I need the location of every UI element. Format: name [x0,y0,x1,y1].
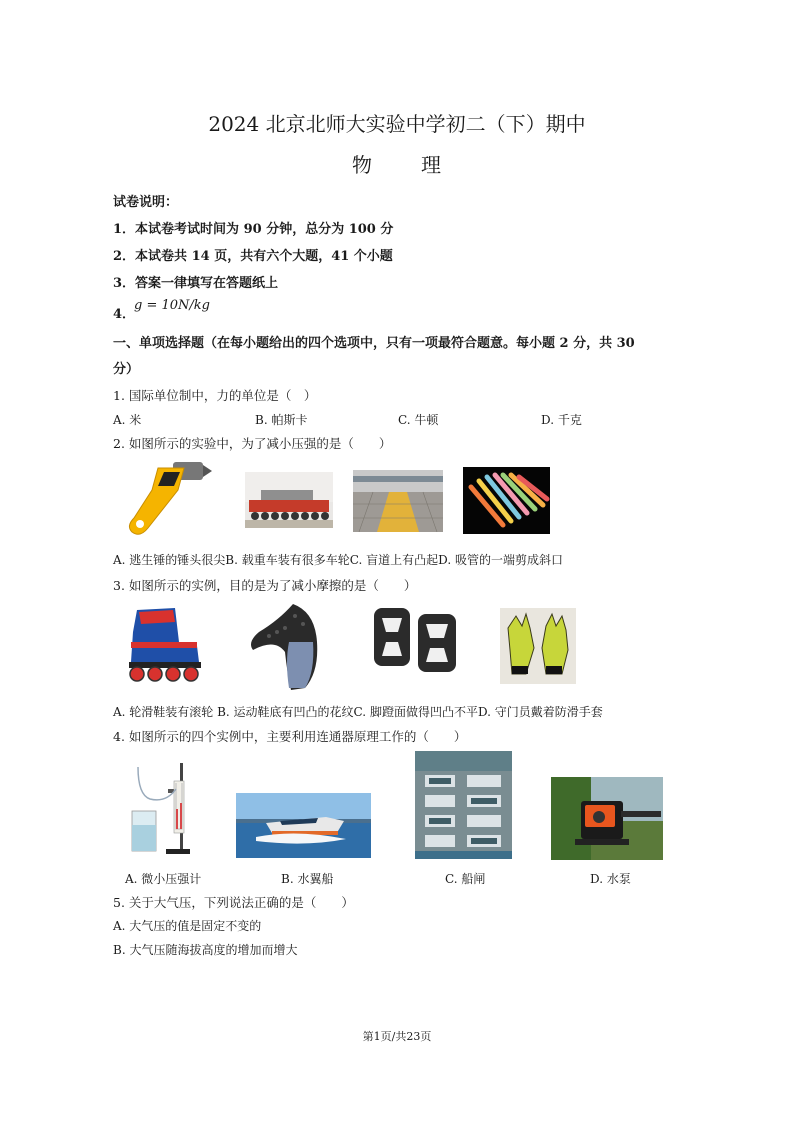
question-1-stem: 1. 国际单位制中，力的单位是（ ） [113,388,317,403]
question-2-stem: 2. 如图所示的实验中，为了减小压强的是（ ） [113,436,392,451]
q4-option-c: C. 船闸 [445,872,486,886]
q1-option-b: B. 帕斯卡 [255,413,308,427]
q1-option-a: A. 米 [113,413,142,427]
instruction-item-1: 1．本试卷考试时间为 90 分钟，总分为 100 分 [113,222,394,237]
q4-option-d: D. 水泵 [590,872,631,886]
gravity-formula: g = 10N/kg [134,298,210,313]
q1-option-d: D. 千克 [541,413,582,427]
instruction-item-3: 3．答案一律填写在答题纸上 [113,276,279,291]
bike-pedals-image [368,602,462,677]
subject-char-2: 理 [421,153,442,177]
question-3-stem: 3. 如图所示的实例，目的是为了减小摩擦的是（ ） [113,578,417,593]
q5-option-b: B. 大气压随海拔高度的增加而增大 [113,943,298,957]
heavy-truck-image [245,472,333,528]
exam-title: 2024 北京北师大实验中学初二（下）期中 [208,112,586,136]
question-4-stem: 4. 如图所示的四个实例中，主要利用连通器原理工作的（ ） [113,729,467,744]
straws-image [463,467,550,534]
q1-option-c: C. 牛顿 [398,413,439,427]
q4-option-b: B. 水翼船 [281,872,334,886]
q4-option-a: A. 微小压强计 [125,872,202,886]
ship-lock-image [415,751,512,859]
instructions-heading: 试卷说明： [113,195,179,210]
subject-title [0,149,794,178]
section-heading-line1: 一、单项选择题（在每小题给出的四个选项中，只有一项最符合题意。每小题 2 分，共 30 [113,336,635,351]
pressure-gauge-image [126,759,192,856]
subject-char-1: 物 [352,153,373,177]
question-5-stem: 5. 关于大气压，下列说法正确的是（ ） [113,895,354,910]
goalkeeper-gloves-image [500,608,576,684]
q5-option-a: A. 大气压的值是固定不变的 [113,919,262,933]
water-pump-image [551,777,663,860]
tactile-paving-image [353,470,443,532]
instruction-item-2: 2．本试卷共 14 页，共有六个大题，41 个小题 [113,249,393,264]
q2-options: A. 逃生锤的锤头很尖B. 载重车装有很多车轮C. 盲道上有凸起D. 吸管的一端剪成斜口 [113,553,563,567]
roller-skate-image [117,602,211,684]
hydrofoil-image [236,793,371,858]
instruction-item-4: 4． [113,307,136,322]
section-heading-line2: 分） [113,362,140,377]
q3-options: A. 轮滑鞋装有滚轮 B. 运动鞋底有凹凸的花纹C. 脚蹬面做得凹凸不平D. 守门员戴着防滑手套 [113,705,603,719]
sneaker-image [245,602,325,692]
escape-hammer-image [118,460,213,540]
page-footer: 第1页/共23页 [362,1030,432,1043]
